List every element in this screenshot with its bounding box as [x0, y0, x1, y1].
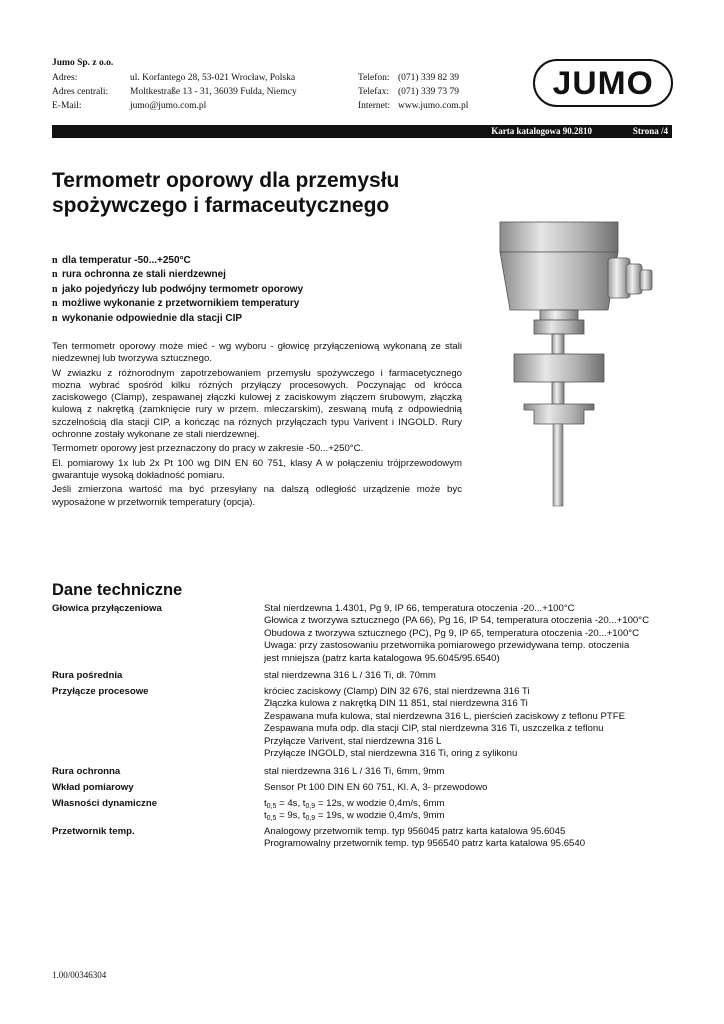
- spec-label: Wkład pomiarowy: [52, 782, 134, 793]
- address-label: E-Mail:: [52, 101, 82, 111]
- catalog-number: Karta katalogowa 90.2810: [491, 126, 592, 136]
- address-label: Adres:: [52, 73, 78, 83]
- company-name: Jumo Sp. z o.o.: [52, 58, 114, 68]
- bullet-icon: n: [52, 255, 58, 266]
- spec-values: stal nierdzewna 316 L / 316 Ti, 6mm, 9mm: [264, 766, 445, 777]
- spec-label: Przetwornik temp.: [52, 826, 135, 837]
- description: [52, 341, 462, 511]
- document-number: 1.00/00346304: [52, 970, 107, 980]
- dynamics-line: $t_{0,5} = 9s$, $t_{0,9} = 19s$, w wodzie 0,4m/s, 9mm: [264, 810, 445, 823]
- feature-item: n możliwe wykonanie z przetwornikiem temperatury: [52, 297, 303, 311]
- email-link[interactable]: jumo@jumo.com.pl: [130, 101, 207, 111]
- description-paragraph: Termometr oporowy jest przeznaczony do pracy w zakresie -50...+250°C.: [52, 443, 364, 455]
- description-paragraph: W zwiazku z różnorodnym zapotrzebowaniem przemysłu spożywczego i farmacetycznego mozna wybrać spośród kilku rózných przyłączy procesowych. Poczynając od krócca zaciskowego (Clamp), zespawanej złączki kulowej z zaciskowym złączem śrubowym, złączką kulową z nakrętką (zamknięcie rury w przem. mleczarskim), zeswaną mufą z odpowiednią szczelnością dla stacji CIP, a kończąc na róznych przyłączach typu Varivent i INGOLD. Rury ochronne zostały wykonane ze stali nierdzewnej.: [52, 367, 462, 441]
- spec-values: króciec zaciskowy (Clamp) DIN 32 676, stal nierdzewna 316 Ti Złączka kulowa z nakrętką DIN 11 851, stal nierdzewna 316 Ti Zespawana mufa kulowa, stal nierdzewna 316 L, pierścień zaciskowy z teflonu PTFE Zespawana mufa odp. dla stacji CIP, stal nierdzewna 316 Ti, uszczelka z teflonu Przyłącze Varivent, stal nierdzewna 316 L Przyłącze INGOLD, stal nierdzewna 316 Ti, oring z sylikonu: [264, 686, 626, 760]
- logo-text: JUMO: [552, 64, 654, 101]
- feature-list: [52, 254, 303, 326]
- contact-label: Telefon:: [358, 73, 390, 83]
- address-label: Adres centrali:: [52, 87, 109, 97]
- description-paragraph: Jeśli zmierzona wartość ma być przesyłany na dalszą odległość urządzenie może byc wyposażone w przetwornik temperatury (opcja).: [52, 484, 462, 508]
- bullet-icon: n: [52, 298, 58, 310]
- spec-label: Rura pośrednia: [52, 670, 123, 681]
- thermometer-illustration: [490, 212, 670, 512]
- contact-label: Internet:: [358, 101, 391, 111]
- title-line: spożywczego i farmaceutycznego: [52, 194, 390, 217]
- spec-label: Własności dynamiczne: [52, 798, 158, 809]
- spec-label: Rura ochronna: [52, 766, 121, 777]
- feature-item: n wykonanie odpowiednie dla stacji CIP: [52, 312, 303, 326]
- feature-item: n jako pojedyńczy lub podwójny termometr oporowy: [52, 283, 303, 297]
- spec-label: Głowica przyłączeniowa: [52, 603, 162, 614]
- page-number: Strona /4: [632, 126, 668, 136]
- spec-values: stal nierdzewna 316 L / 316 Ti, dł. 70mm: [264, 670, 436, 681]
- contact-label: Telefax:: [358, 87, 389, 97]
- dynamics-line: $t_{0,5} = 4s$, $t_{0,9} = 12s$, w wodzie 0,4m/s, 6mm: [264, 798, 445, 810]
- spec-values: Sensor Pt 100 DIN EN 60 751, Kl. A, 3- przewodowo: [264, 782, 488, 793]
- contact-value: (071) 339 82 39: [398, 73, 459, 83]
- spec-label: Przyłącze procesowe: [52, 686, 149, 697]
- contact-value: (071) 339 73 79: [398, 87, 459, 97]
- feature-item: n rura ochronna ze stali nierdzewnej: [52, 268, 303, 282]
- title-line: Termometr oporowy dla przemysłu: [52, 169, 400, 192]
- address-value: ul. Korfantego 28, 53-021 Wrocław, Polska: [130, 73, 296, 83]
- jumo-logo: [533, 59, 673, 107]
- page-title: [52, 168, 492, 218]
- description-paragraph: Ten termometr oporowy może mieć - wg wyboru - głowicę przyłączeniową wykonaną ze stali niedzewnej lub tworzywa sztucznego.: [52, 341, 462, 365]
- spec-values: Stal nierdzewna 1.4301, Pg 9, IP 66, temperatura otoczenia -20...+100°C Głowica z tworzywa sztucznego (PA 66), Pg 16, IP 54, temperatura otoczenia -20...+100°C Obudowa z tworzywa sztucznego (PC), Pg 9, IP 65, temperatura otoczenia -20...+100°C Uwaga: przy zastosowaniu przetwornika pomiarowego przewidywana temp. otoczenia jest mniejsza (patrz karta katalogowa 95.6045/95.6540): [264, 603, 650, 664]
- website-link[interactable]: www.jumo.com.pl: [398, 101, 469, 111]
- bullet-icon: n: [52, 269, 58, 281]
- address-value: Moltkestraße 13 - 31, 36039 Fulda, Niemcy: [130, 87, 297, 97]
- bullet-icon: n: [52, 312, 58, 324]
- section-title: Dane techniczne: [52, 581, 183, 599]
- description-paragraph: El. pomiarowy 1x lub 2x Pt 100 wg DIN EN 60 751, klasy A w połączeniu trójprzewodowym gwarantuje wysoką dokładność pomiaru.: [52, 457, 462, 481]
- bullet-icon: n: [52, 283, 58, 295]
- spec-values: [264, 798, 674, 823]
- feature-item: n dla temperatur -50...+250°C: [52, 254, 303, 268]
- catalog-bar: [52, 125, 672, 138]
- spec-values: Analogowy przetwornik temp. typ 956045 patrz karta katalowa 95.6045 Programowalny przetwornik temp. typ 956540 patrz karta katalowa 95.6540: [264, 826, 586, 850]
